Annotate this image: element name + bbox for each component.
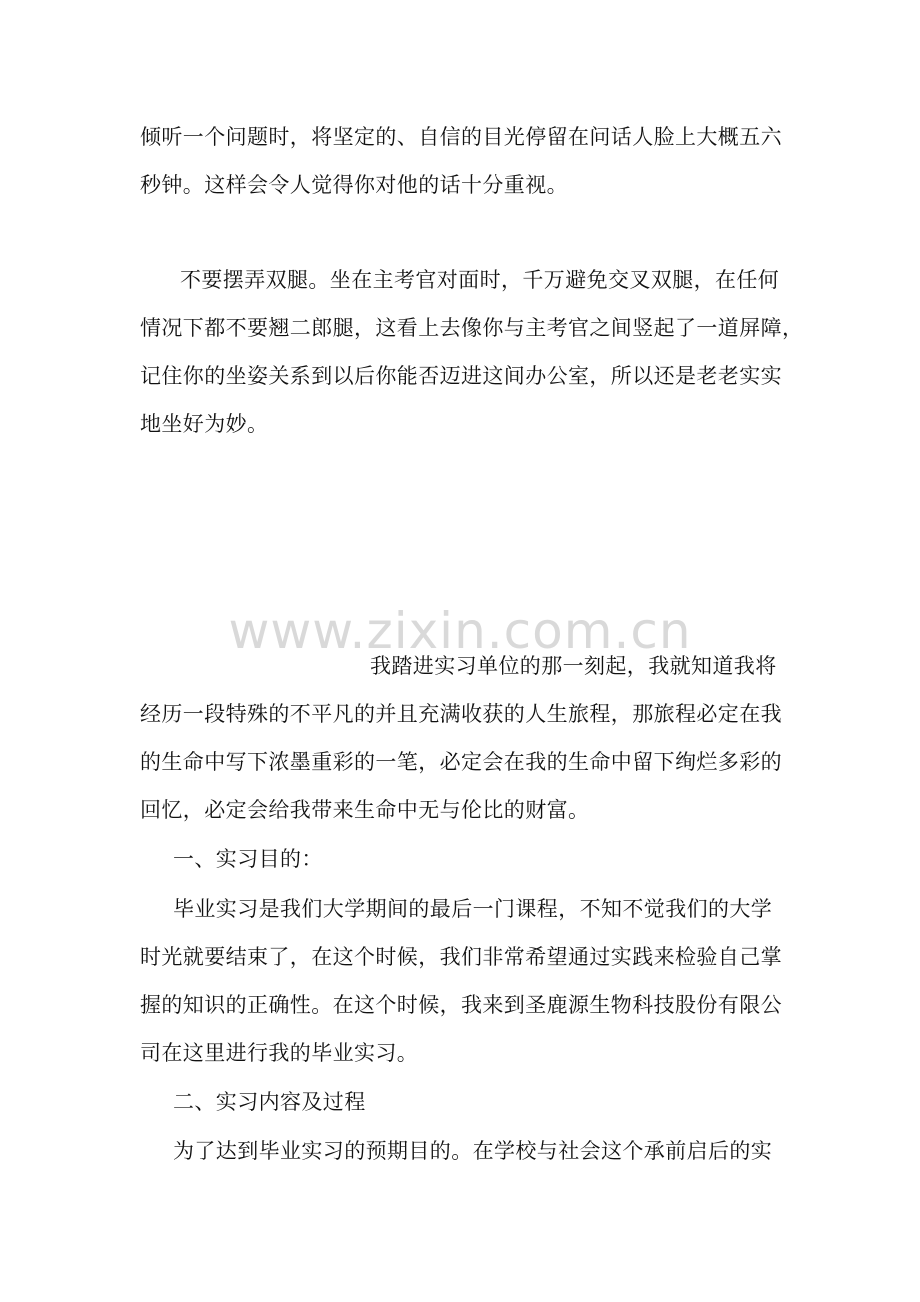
paragraph-line: 秒钟。这样会令人觉得你对他的话十分重视。 [140, 173, 568, 197]
paragraph-line: 的生命中写下浓墨重彩的一笔，必定会在我的生命中留下绚烂多彩的 [140, 750, 782, 774]
paragraph-line: 经历一段特殊的不平凡的并且充满收获的人生旅程，那旅程必定在我 [140, 702, 782, 726]
paragraph-line: 为了达到毕业实习的预期目的。在学校与社会这个承前启后的实 [173, 1139, 773, 1163]
paragraph-line: 不要摆弄双腿。坐在主考官对面时，千万避免交叉双腿，在任何 [180, 268, 780, 292]
paragraph-line: 我踏进实习单位的那一刻起，我就知道我将 [370, 654, 777, 678]
paragraph-line: 司在这里进行我的毕业实习。 [140, 1041, 419, 1065]
paragraph-line: 情况下都不要翘二郎腿，这看上去像你与主考官之间竖起了一道屏障， [140, 316, 804, 340]
paragraph-line: 回忆，必定会给我带来生命中无与伦比的财富。 [140, 798, 590, 822]
paragraph-line: 记住你的坐姿关系到以后你能否迈进这间办公室，所以还是老老实实 [140, 364, 782, 388]
paragraph-line: 地坐好为妙。 [140, 412, 269, 436]
section-heading: 一、实习目的： [173, 847, 323, 871]
paragraph-line: 时光就要结束了，在这个时候，我们非常希望通过实践来检验自己掌 [140, 945, 782, 969]
paragraph-line: 握的知识的正确性。在这个时候，我来到圣鹿源生物科技股份有限公 [140, 993, 782, 1017]
paragraph-line: 毕业实习是我们大学期间的最后一门课程，不知不觉我们的大学 [173, 897, 773, 921]
watermark-text: www.zixin.com.cn [228, 602, 692, 660]
section-heading: 二、实习内容及过程 [173, 1090, 366, 1114]
paragraph-line: 倾听一个问题时，将坚定的、自信的目光停留在问话人脸上大概五六 [140, 125, 782, 149]
